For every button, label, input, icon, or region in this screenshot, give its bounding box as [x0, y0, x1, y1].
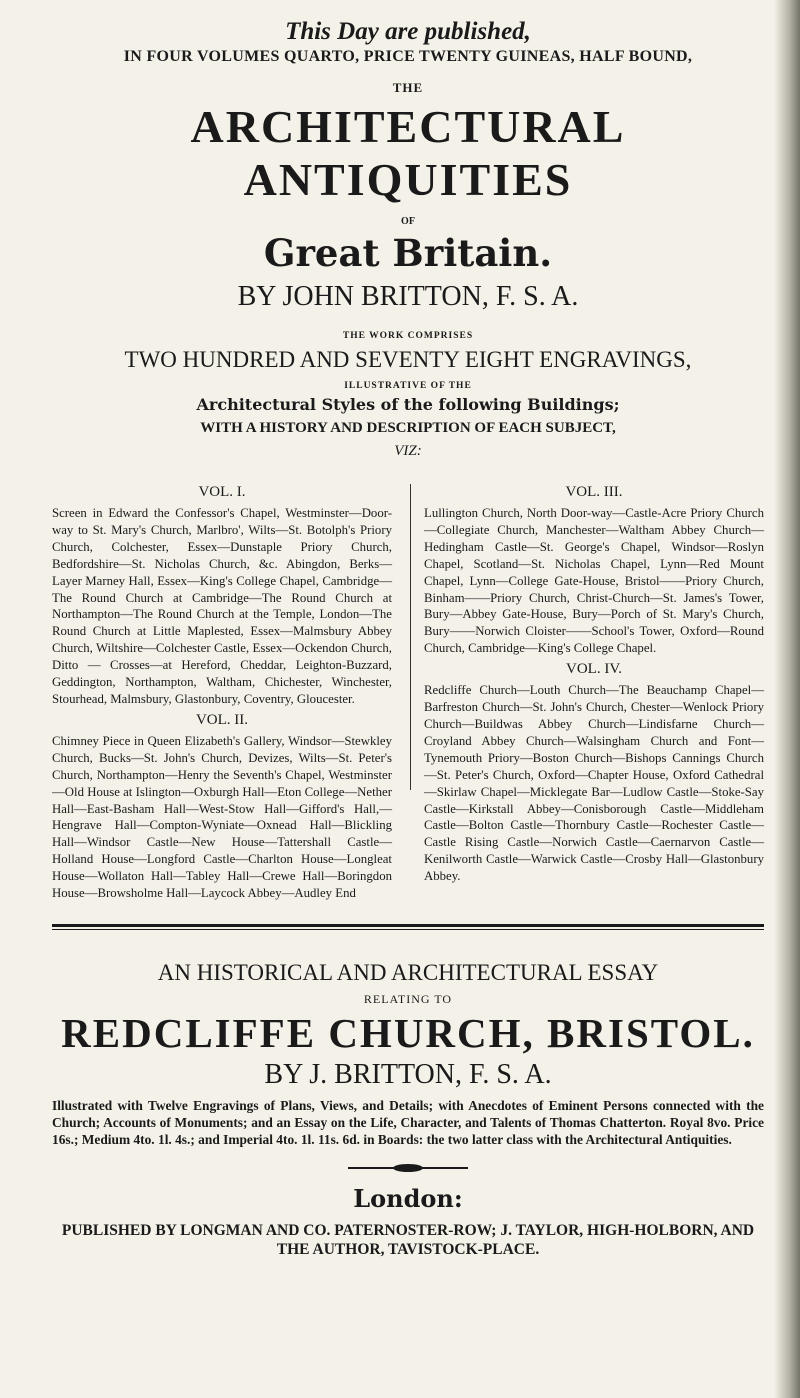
of-label: OF — [401, 216, 415, 227]
great-britain-heading: Great Britain. — [263, 231, 553, 275]
double-rule — [52, 924, 764, 930]
vol2-contents: Chimney Piece in Queen Elizabeth's Gallery, Windsor—Stewkley Church, Bucks—St. John's Church, Devizes, Wilts—St. Peter's Church, Northampton—Henry the Seventh's Chapel, Westminster—Old House at Islington—Oxburgh Hall—Eton College—Nether Hall—East-Basham Hall—West-Stow Hall—Gifford's Hall,—Hengrave Hall—Compton-Wyniate—Oxnead Hall—Blickling Hall—Windsor Castle—New House—Tattershall Castle—Holland House—Longford Castle—Charlton House—Longleat House—Wollaton Hall—Tabley Hall—Crewe Hall—Boringdon House—Browsholme Hall—Laycock Abbey—Audley End — [52, 733, 392, 901]
essay-heading: AN HISTORICAL AND ARCHITECTURAL ESSAY — [157, 959, 659, 985]
vol2-heading: VOL. II. — [195, 711, 249, 728]
rule-thin — [52, 929, 764, 930]
title-page — [52, 0, 764, 1259]
illustrative-label: ILLUSTRATIVE OF THE — [344, 381, 472, 391]
redcliffe-title: REDCLIFFE CHURCH, BRISTOL. — [61, 1009, 755, 1056]
page-edge-shadow — [774, 0, 800, 1398]
styles-heading: Architectural Styles of the following Buildings; — [196, 395, 620, 414]
intro-line: This Day are published, — [285, 18, 531, 45]
volume-columns — [52, 480, 764, 902]
engravings-count: TWO HUNDRED AND SEVENTY EIGHT ENGRAVINGS, — [124, 347, 692, 372]
essay-description: Illustrated with Twelve Engravings of Plans, Views, and Details; with Anecdotes of Eminent Persons connected with the Church; Accounts of Monuments; and an Essay on the Life, Character, and Talents of Thomas Chatterton. Royal 8vo. Price 16s.; Medium 4to. 1l. 4s.; and Imperial 4to. 1l. 11s. 6d. in Boards: the two latter class with the Architectural Antiquities. — [52, 1097, 764, 1147]
ornament-rule-icon — [348, 1162, 468, 1174]
volumes-price-line: IN FOUR VOLUMES QUARTO, PRICE TWENTY GUINEAS, HALF BOUND, — [123, 48, 693, 65]
left-column — [52, 480, 392, 902]
relating-label: RELATING TO — [363, 991, 453, 1006]
essay-author: BY J. BRITTON, F. S. A. — [264, 1058, 552, 1090]
rule-thick — [52, 924, 764, 927]
vol4-heading: VOL. IV. — [566, 661, 622, 678]
vol4-contents: Redcliffe Church—Louth Church—The Beauchamp Chapel—Barfreston Church—St. John's Church, Chester—Wenlock Priory Church—Buildwas Abbey Church—Lindisfarne Church—Croyland Abbey Church—Walsingham Church and Font—Tynemouth Priory—Boston Church—Bishops Cannings Church—St. Peter's Church, Oxford—Chapter House, Oxford Cathedral—Skirlaw Chapel—Micklegate Bar—Ludlow Castle—Stoke-Say Castle—Kirkstall Abbey—Conisborough Castle—Middleham Castle—Bolton Castle—Thornbury Castle—Rochester Castle—Castle Rising Castle—Norwich Castle—Caernarvon Castle—Kenilworth Castle—Warwick Castle—Crosby Hall—Glastonbury Abbey. — [424, 683, 764, 884]
publisher-line: PUBLISHED BY LONGMAN AND CO. PATERNOSTER-ROW; J. TAYLOR, HIGH-HOLBORN, AND THE AUTHOR, TAVISTOCK-PLACE. — [61, 1221, 755, 1258]
vol3-heading: VOL. III. — [565, 484, 623, 500]
the-label: THE — [392, 80, 424, 95]
main-title: ARCHITECTURAL ANTIQUITIES — [190, 101, 626, 205]
work-comprises-label: THE WORK COMPRISES — [342, 331, 474, 341]
viz-label: VIZ: — [394, 443, 422, 459]
author-line: BY JOHN BRITTON, F. S. A. — [237, 281, 579, 312]
right-column — [424, 480, 764, 902]
vol3-contents: Lullington Church, North Door-way—Castle-Acre Priory Church—Collegiate Church, Manchester—Waltham Abbey Church—Hedingham Castle—St. George's Chapel, Windsor—Roslyn Chapel, Scotland—St. Nicholas Chapel, Lynn—Red Mount Chapel, Lynn—College Gate-House, Bristol——Priory Church, Binham——Priory Church, Christ-Church—St. James's Tower, Bury—Abbey Gate-House, Bury—Porch of St. Mary's Church, Bury——Norwich Cloister——School's Tower, Oxford—Round Church, Cambridge—King's College Chapel. — [424, 506, 764, 656]
london-imprint: London: — [353, 1183, 463, 1213]
vol1-heading: VOL. I. — [198, 484, 246, 500]
vol1-contents: Screen in Edward the Confessor's Chapel, Westminster—Door-way to St. Mary's Church, Marlbro', Wilts—St. Botolph's Priory Church, Colchester, Essex—Dunstaple Priory Church, Bedfordshire—St. Nicholas Church, &c. Abingdon, Berks—Layer Marney Hall, Essex—King's College Chapel, Cambridge—The Round Church at Cambridge—The Round Church at Northampton—The Round Church at the Temple, London—The Round Church at Little Maplested, Essex—Malmsbury Abbey Church, Wiltshire—Colchester Castle, Essex—Ockendon Church, Ditto — Crosses—at Hereford, Cheddar, Leighton-Buzzard, Geddington, Northampton, Waltham, Chichester, Winchester, Stourhead, Malmsbury, Glastonbury, Coventry, Gloucester. — [52, 506, 392, 706]
history-line: WITH A HISTORY AND DESCRIPTION OF EACH SUBJECT, — [200, 420, 616, 436]
column-divider — [410, 484, 411, 790]
